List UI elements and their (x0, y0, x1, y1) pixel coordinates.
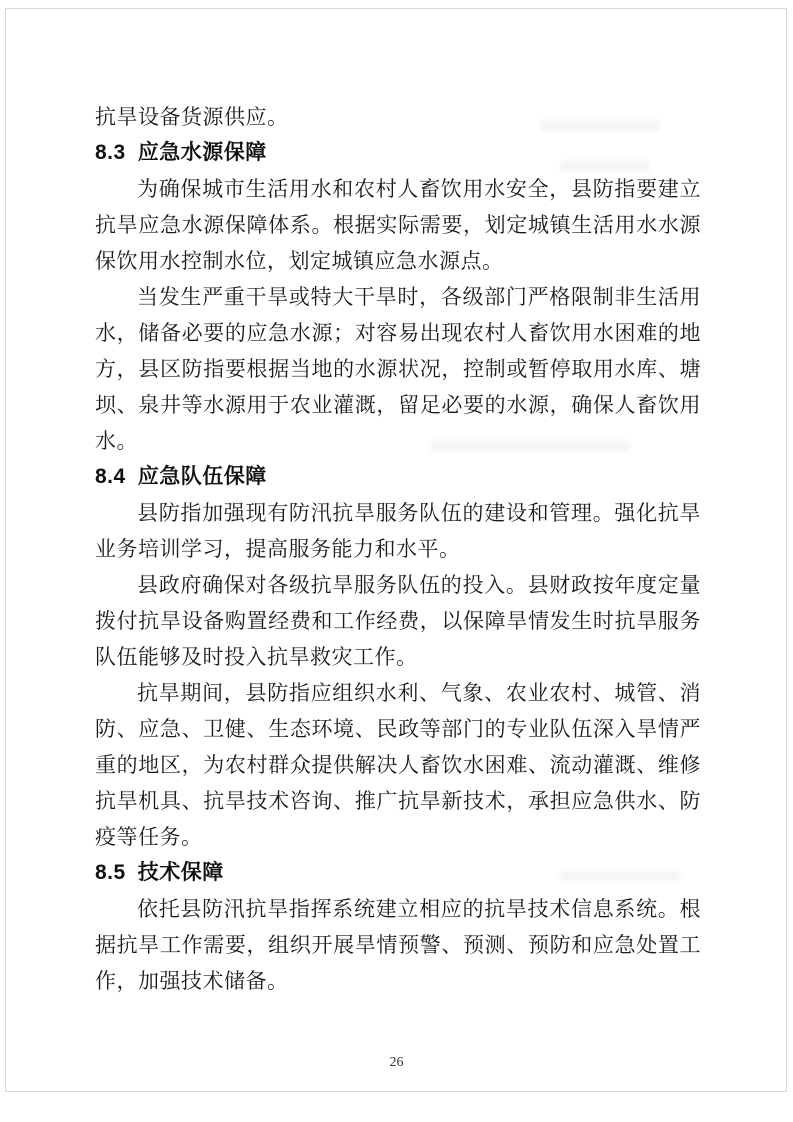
section-heading-8-5 (95, 855, 701, 891)
section-heading-8-4 (95, 459, 701, 495)
paragraph: 当发生严重干旱或特大干旱时，各级部门严格限制非生活用水，储备必要的应急水源；对容易出现农村人畜饮用水困难的地方，县区防指要根据当地的水源状况，控制或暂停取用水库、塘坝、泉井等水源用于农业灌溉，留足必要的水源，确保人畜饮用水。 (95, 285, 701, 453)
continuation-paragraph: 抗旱设备货源供应。 (95, 105, 289, 129)
page-number: 26 (389, 1055, 404, 1070)
section-number: 8.3 (95, 141, 126, 164)
section-title: 应急队伍保障 (137, 465, 267, 488)
paragraph: 为确保城市生活用水和农村人畜饮用水安全，县防指要建立抗旱应急水源保障体系。根据实际需要，划定城镇生活用水水源保饮用水控制水位，划定城镇应急水源点。 (95, 177, 701, 273)
section-number: 8.4 (95, 465, 126, 488)
paragraph: 抗旱期间，县防指应组织水利、气象、农业农村、城管、消防、应急、卫健、生态环境、民政等部门的专业队伍深入旱情严重的地区，为农村群众提供解决人畜饮水困难、流动灌溉、维修抗旱机具、抗旱技术咨询、推广抗旱新技术，承担应急供水、防疫等任务。 (95, 681, 701, 849)
section-heading-8-3 (95, 135, 701, 171)
section-title: 应急水源保障 (137, 141, 267, 164)
paragraph: 县政府确保对各级抗旱服务队伍的投入。县财政按年度定量拨付抗旱设备购置经费和工作经费，以保障旱情发生时抗旱服务队伍能够及时投入抗旱救灾工作。 (95, 573, 701, 669)
paragraph: 依托县防汛抗旱指挥系统建立相应的抗旱技术信息系统。根据抗旱工作需要，组织开展旱情预警、预测、预防和应急处置工作，加强技术储备。 (95, 897, 701, 993)
section-number: 8.5 (95, 861, 126, 884)
paragraph: 县防指加强现有防汛抗旱服务队伍的建设和管理。强化抗旱业务培训学习，提高服务能力和水平。 (95, 501, 701, 561)
document-body (95, 99, 701, 999)
section-title: 技术保障 (137, 861, 224, 884)
